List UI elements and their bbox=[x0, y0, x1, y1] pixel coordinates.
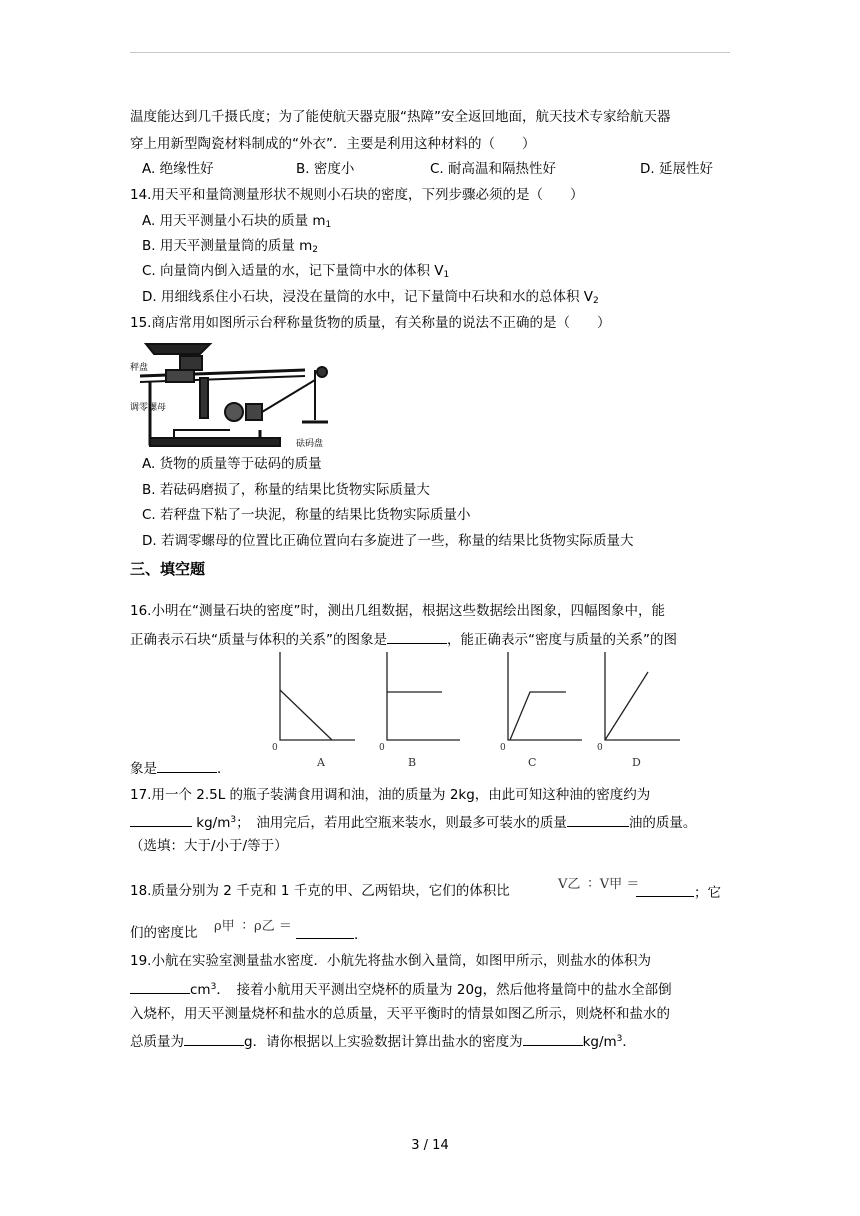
header-rule bbox=[130, 52, 730, 53]
answer-blank[interactable] bbox=[523, 1031, 583, 1046]
graph-label-b: B bbox=[408, 756, 417, 769]
figure-label-zero-nut: 调零螺母 bbox=[130, 403, 167, 413]
q14-stem: 14.用天平和量筒测量形状不规则小石块的密度，下列步骤必须的是（ ） bbox=[130, 187, 584, 203]
q15-option-d: D. 若调零螺母的位置比正确位置向右多旋进了一些，称量的结果比货物实际质量大 bbox=[142, 533, 634, 549]
q17-line1: 17.用一个 2.5L 的瓶子装满食用调和油，油的质量为 2kg，由此可知这种油的密度约为 bbox=[130, 787, 651, 803]
q16-line2: 正确表示石块“质量与体积的关系”的图象是 ，能正确表示“密度与质量的关系”的图 bbox=[130, 629, 677, 649]
q19-line2: $cm^3$． 接着小航用天平测出空烧杯的质量为 20g，然后他将量筒中的盐水全部倒 bbox=[130, 979, 672, 999]
q19-line4: 总质量为 g．请你根据以上实验数据计算出盐水的密度为 $kg/m^3$． bbox=[130, 1031, 636, 1051]
q15-option-c: C. 若秤盘下粘了一块泥，称量的结果比货物实际质量小 bbox=[142, 507, 471, 523]
q18-line2: 们的密度比 bbox=[130, 925, 198, 941]
answer-blank[interactable] bbox=[184, 1031, 244, 1046]
density-ratio-formula: ρ甲 ∶ ρ乙 ＝ bbox=[214, 919, 292, 934]
section-heading: 三、填空题 bbox=[130, 560, 206, 578]
q18-line1: 18.质量分别为 2 千克和 1 千克的甲、乙两铅块，它们的体积比 bbox=[130, 883, 510, 899]
graph-a-origin: 0 bbox=[272, 743, 278, 753]
q17-line2: $kg/m^3$； 油用完后，若用此空瓶来装水，则最多可装水的质量 油的质量。 bbox=[130, 812, 696, 832]
q13-line2: 穿上用新型陶瓷材料制成的“外衣”．主要是利用这种材料的（ ） bbox=[130, 136, 536, 152]
q18-line1-end: ；它 bbox=[636, 882, 721, 902]
q15-stem: 15.商店常用如图所示台秤称量货物的质量，有关称量的说法不正确的是（ ） bbox=[130, 315, 611, 331]
q15-option-a: A. 货物的质量等于砝码的质量 bbox=[142, 456, 322, 472]
answer-blank[interactable] bbox=[387, 629, 447, 644]
graph-label-c: C bbox=[528, 756, 537, 769]
q13-option-d: D. 延展性好 bbox=[640, 161, 713, 177]
q13-line1: 温度能达到几千摄氏度；为了能使航天器克服“热障”安全返回地面，航天技术专家给航天器 bbox=[130, 109, 671, 125]
graph-label-d: D bbox=[632, 756, 641, 769]
volume-ratio-formula: V乙 ∶ V甲 ＝ bbox=[558, 877, 640, 892]
q14-option-d: D. 用细线系住小石块，浸没在量筒的水中，记下量筒中石块和水的总体积 $V_2$ bbox=[142, 289, 599, 306]
platform-scale-figure bbox=[130, 334, 360, 454]
q15-option-b: B. 若砝码磨损了，称量的结果比货物实际质量大 bbox=[142, 482, 430, 498]
answer-blank[interactable] bbox=[296, 924, 354, 939]
answer-blank[interactable] bbox=[567, 812, 629, 827]
q14-option-a: A. 用天平测量小石块的质量 $m_1$ bbox=[142, 213, 332, 230]
graph-c-origin: 0 bbox=[500, 743, 506, 753]
q16-line3: 象是 ． bbox=[130, 758, 231, 778]
answer-blank[interactable] bbox=[130, 979, 190, 994]
figure-label-pan: 秤盘 bbox=[130, 363, 149, 373]
q13-option-a: A. 绝缘性好 bbox=[142, 161, 214, 177]
q19-line1: 19.小航在实验室测量盐水密度．小航先将盐水倒入量筒，如图甲所示，则盐水的体积为 bbox=[130, 953, 651, 969]
graph-d-origin: 0 bbox=[597, 743, 603, 753]
q14-option-c: C. 向量筒内倒入适量的水，记下量筒中水的体积 $V_1$ bbox=[142, 263, 450, 280]
q19-line3: 入烧杯，用天平测量烧杯和盐水的总质量，天平平衡时的情景如图乙所示，则烧杯和盐水的 bbox=[130, 1006, 670, 1022]
q16-line1: 16.小明在“测量石块的密度”时，测出几组数据，根据这些数据绘出图象，四幅图象中，能 bbox=[130, 603, 665, 619]
graph-label-a: A bbox=[317, 756, 325, 769]
q18-line2-end: ． bbox=[296, 924, 368, 944]
graph-b-origin: 0 bbox=[379, 743, 385, 753]
q17-line3: （选填：大于/小于/等于） bbox=[130, 838, 288, 854]
answer-blank[interactable] bbox=[636, 882, 694, 897]
answer-blank[interactable] bbox=[157, 758, 217, 773]
page-number: 3 / 14 bbox=[411, 1138, 449, 1153]
figure-label-weight-pan: 砝码盘 bbox=[296, 439, 324, 449]
answer-blank[interactable] bbox=[130, 812, 192, 827]
q13-option-b: B. 密度小 bbox=[296, 161, 355, 177]
q13-option-c: C. 耐高温和隔热性好 bbox=[430, 161, 557, 177]
q14-option-b: B. 用天平测量量筒的质量 $m_2$ bbox=[142, 238, 319, 255]
q16-graphs bbox=[260, 650, 680, 775]
